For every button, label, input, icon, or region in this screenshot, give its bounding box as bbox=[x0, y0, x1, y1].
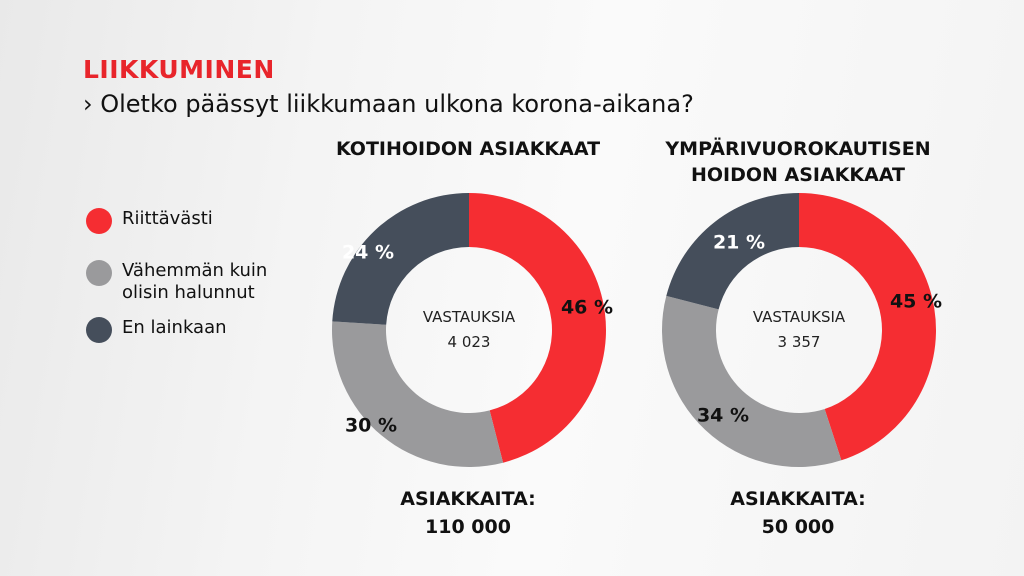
value-label: 46 % bbox=[560, 296, 614, 319]
center-value: 3 357 bbox=[777, 333, 821, 351]
customers-ymparivuorokautinen bbox=[648, 485, 948, 541]
customers-kotihoito bbox=[318, 485, 618, 541]
center-value: 4 023 bbox=[447, 333, 491, 351]
center-label: VASTAUKSIA bbox=[422, 308, 516, 326]
value-label: 45 % bbox=[889, 290, 943, 313]
customers-label: ASIAKKAITA: bbox=[400, 488, 536, 510]
chart-title-kotihoito: KOTIHOIDON ASIAKKAAT bbox=[335, 138, 601, 160]
section-title: LIIKKUMINEN bbox=[83, 55, 275, 84]
value-label: 30 % bbox=[344, 414, 398, 437]
question-text: › Oletko päässyt liikkumaan ulkona korona-aikana? bbox=[83, 90, 694, 118]
customers-value: 110 000 bbox=[425, 516, 511, 538]
customers-label: ASIAKKAITA: bbox=[730, 488, 866, 510]
value-label: 34 % bbox=[696, 404, 750, 427]
legend-label: Vähemmän kuin olisin halunnut bbox=[122, 260, 268, 303]
legend-label: Riittävästi bbox=[122, 208, 213, 229]
customers-value: 50 000 bbox=[761, 516, 835, 538]
legend-label: En lainkaan bbox=[122, 317, 227, 338]
center-label: VASTAUKSIA bbox=[752, 308, 846, 326]
value-label: 24 % bbox=[341, 241, 395, 264]
value-label: 21 % bbox=[712, 231, 766, 254]
chart-title-ymparivuorokautinen: YMPÄRIVUOROKAUTISEN HOIDON ASIAKKAAT bbox=[665, 138, 931, 186]
